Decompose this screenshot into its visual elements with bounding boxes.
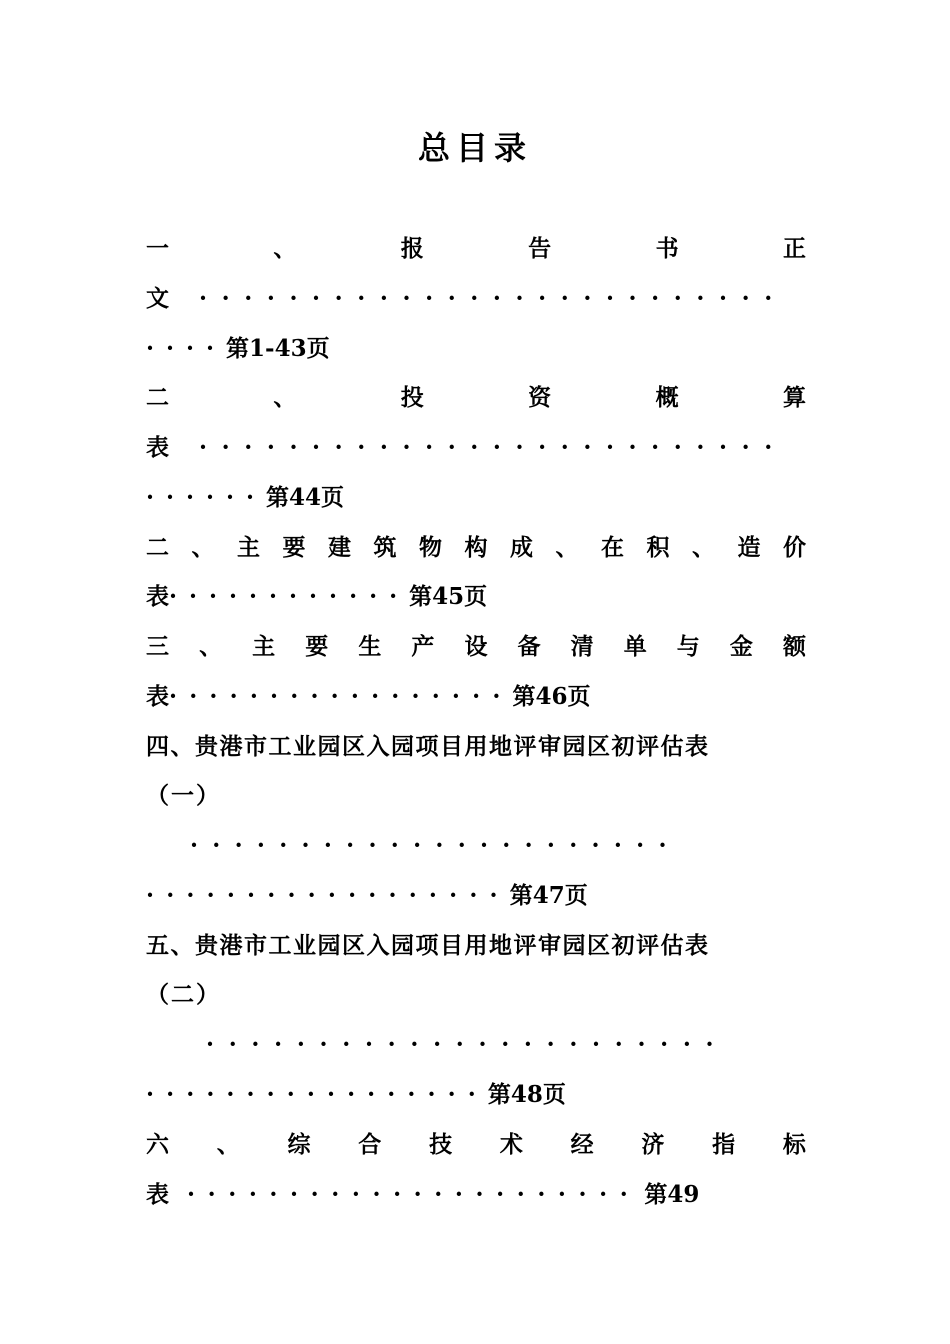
toc-char: 技 bbox=[429, 1131, 453, 1158]
leader-dots: ·························· bbox=[199, 285, 787, 312]
toc-entry-6-pageline bbox=[146, 1078, 806, 1112]
toc-char: 价 bbox=[783, 534, 806, 561]
toc-char: 要 bbox=[282, 534, 306, 561]
toc-entry-1-dotline bbox=[146, 282, 806, 316]
page-title: 总目录 bbox=[417, 129, 532, 167]
toc-char: 一 bbox=[146, 235, 169, 262]
toc-entry-2-dotline bbox=[146, 431, 806, 465]
toc-char: 正 bbox=[782, 235, 806, 262]
toc-char: 投 bbox=[400, 384, 424, 411]
toc-char: 、 bbox=[692, 534, 715, 561]
toc-char: 生 bbox=[358, 633, 382, 660]
leader-dots: ················· bbox=[146, 1081, 488, 1108]
toc-char: 标 bbox=[782, 1131, 806, 1158]
toc-char: 、 bbox=[199, 633, 223, 660]
toc-char: 综 bbox=[287, 1131, 311, 1158]
leader-dots: ······················ bbox=[190, 832, 681, 859]
toc-char: 经 bbox=[570, 1131, 594, 1158]
toc-char: 主 bbox=[237, 534, 260, 561]
toc-entry-6-page: 第48页 bbox=[487, 1081, 566, 1108]
toc-entry-1-heading bbox=[146, 232, 806, 266]
toc-entry-7-suffix: 表 bbox=[146, 1181, 169, 1208]
toc-entry-5-pageline bbox=[146, 879, 806, 913]
toc-char: 、 bbox=[273, 235, 297, 262]
leader-dots: ···· bbox=[146, 335, 227, 362]
toc-entry-7-page: 第49 bbox=[644, 1181, 700, 1208]
toc-char: 概 bbox=[655, 384, 679, 411]
toc-entry-4-suffix: 表 bbox=[146, 683, 169, 710]
toc-char: 、 bbox=[555, 534, 579, 561]
toc-char: 备 bbox=[517, 633, 541, 660]
toc-entry-4-page: 第46页 bbox=[512, 683, 591, 710]
leader-dots: ·························· bbox=[199, 434, 787, 461]
toc-char: 、 bbox=[191, 534, 215, 561]
toc-entry-3-page: 第45页 bbox=[409, 583, 488, 610]
toc-entry-5-page: 第47页 bbox=[509, 882, 588, 909]
toc-entry-7-heading bbox=[146, 1128, 806, 1162]
toc-entry-3-heading bbox=[146, 531, 806, 565]
toc-char: 成 bbox=[510, 534, 533, 561]
toc-entry-4-heading bbox=[146, 630, 806, 664]
toc-char: 金 bbox=[729, 633, 753, 660]
toc-char: 额 bbox=[782, 633, 806, 660]
toc-char: 算 bbox=[782, 384, 806, 411]
toc-char: 二 bbox=[146, 384, 169, 411]
toc-char: 产 bbox=[411, 633, 435, 660]
toc-char: 构 bbox=[464, 534, 488, 561]
toc-char: 术 bbox=[499, 1131, 523, 1158]
toc-char: 三 bbox=[146, 633, 169, 660]
toc-entry-1-suffix: 文 bbox=[146, 285, 169, 312]
toc-char: 造 bbox=[737, 534, 761, 561]
toc-char: 指 bbox=[712, 1131, 736, 1158]
toc-char: 建 bbox=[328, 534, 351, 561]
toc-char: 清 bbox=[570, 633, 594, 660]
toc-entry-6-heading: 五、贵港市工业园区入园项目用地评审园区初评估表 bbox=[146, 932, 710, 959]
toc-char: 合 bbox=[358, 1131, 382, 1158]
toc-char: 二 bbox=[146, 534, 169, 561]
leader-dots: ······················· bbox=[206, 1031, 729, 1058]
toc-char: 书 bbox=[655, 235, 679, 262]
toc-entry-1-pageline bbox=[146, 332, 806, 366]
leader-dots: ············ bbox=[169, 583, 410, 610]
toc-char: 报 bbox=[400, 235, 424, 262]
toc-entry-6-dotline bbox=[206, 1028, 866, 1062]
toc-entry-5-subheading: （一） bbox=[146, 782, 221, 809]
toc-entry-1-page: 第1-43页 bbox=[226, 335, 330, 362]
leader-dots: ·················· bbox=[146, 882, 510, 909]
toc-entry-7-pageline bbox=[146, 1178, 806, 1212]
toc-char: 、 bbox=[273, 384, 297, 411]
toc-entry-5-heading: 四、贵港市工业园区入园项目用地评审园区初评估表 bbox=[146, 733, 710, 760]
toc-entry-2-suffix: 表 bbox=[146, 434, 169, 461]
leader-dots: ······················ bbox=[187, 1181, 641, 1208]
toc-char: 济 bbox=[641, 1131, 665, 1158]
leader-dots: ················· bbox=[169, 683, 513, 710]
toc-char: 单 bbox=[623, 633, 647, 660]
toc-char: 资 bbox=[528, 384, 552, 411]
toc-char: 告 bbox=[528, 235, 552, 262]
toc-entry-2-page: 第44页 bbox=[266, 484, 345, 511]
toc-entry-2-heading bbox=[146, 381, 806, 415]
toc-entry-2-pageline bbox=[146, 481, 806, 515]
toc-char: 主 bbox=[252, 633, 276, 660]
toc-entry-4-pageline bbox=[146, 680, 806, 714]
toc-entry-3-suffix: 表 bbox=[146, 583, 169, 610]
toc-char: 物 bbox=[419, 534, 442, 561]
toc-char: 要 bbox=[305, 633, 329, 660]
toc-char: 、 bbox=[216, 1131, 240, 1158]
toc-char: 与 bbox=[676, 633, 700, 660]
toc-char: 积 bbox=[646, 534, 670, 561]
toc-char: 六 bbox=[146, 1131, 169, 1158]
toc-entry-6-subheading: （二） bbox=[146, 981, 221, 1008]
toc-entry-5-dotline bbox=[190, 829, 850, 863]
toc-char: 筑 bbox=[373, 534, 397, 561]
leader-dots: ······ bbox=[146, 484, 267, 511]
toc-entry-3-pageline bbox=[146, 580, 806, 614]
toc-char: 在 bbox=[601, 534, 624, 561]
toc-char: 设 bbox=[464, 633, 488, 660]
